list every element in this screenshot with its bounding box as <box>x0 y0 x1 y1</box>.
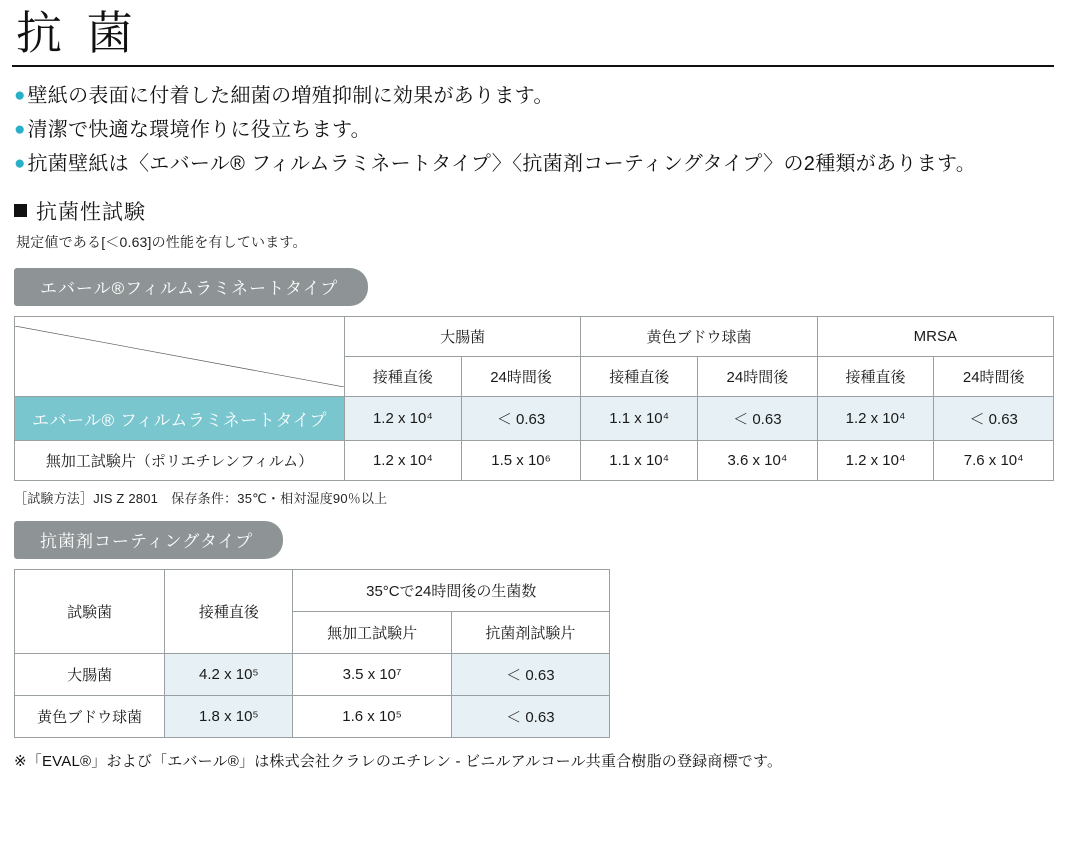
table-row <box>15 569 610 611</box>
list-item-label: 抗菌壁紙は〈エバール® フィルムラミネートタイプ〉〈抗菌剤コーティングタイプ〉の2種類があります。 <box>27 152 976 175</box>
table-cell: 1.5 x 10⁶ <box>461 440 581 480</box>
column-subheader: 24時間後 <box>461 356 581 396</box>
table1-ribbon-label: エバール®フィルムラミネートタイプ <box>14 268 368 306</box>
table-cell: 1.8 x 10⁵ <box>165 695 293 737</box>
column-subheader: 接種直後 <box>581 356 698 396</box>
table1-footnote: ［試験方法］JIS Z 2801 保存条件：35℃・相対湿度90％以上 <box>14 490 388 506</box>
list-item <box>14 115 1054 146</box>
column-header: 接種直後 <box>165 569 293 653</box>
table-cell: 3.5 x 10⁷ <box>293 653 451 695</box>
table-cell: 1.1 x 10⁴ <box>581 396 698 440</box>
table-cell: 7.6 x 10⁴ <box>934 440 1054 480</box>
section-heading-label: 抗菌性試験 <box>36 200 146 224</box>
table-row <box>15 653 610 695</box>
table-row <box>15 396 1054 440</box>
column-subheader: 抗菌剤試験片 <box>451 611 609 653</box>
column-subheader: 24時間後 <box>934 356 1054 396</box>
table2-ribbon-label: 抗菌剤コーティングタイプ <box>14 521 283 559</box>
table-cell: ＜ 0.63 <box>461 396 581 440</box>
row-label: 黄色ブドウ球菌 <box>15 695 165 737</box>
diagonal-header-cell <box>15 316 345 396</box>
table-cell: 1.2 x 10⁴ <box>817 440 934 480</box>
table-row <box>15 695 610 737</box>
table-cell: ＜ 0.63 <box>698 396 818 440</box>
antibacterial-film-table <box>14 316 1054 481</box>
trademark-note: ※「EVAL®」および「エバール®」は株式会社クラレのエチレン - ビニルアルコール共重合樹脂の登録商標です。 <box>14 752 783 770</box>
page-title: 抗 菌 <box>16 7 139 59</box>
section-note: 規定値である[＜0.63]の性能を有しています。 <box>16 233 307 250</box>
title-divider <box>12 65 1054 67</box>
square-bullet-icon <box>14 204 27 217</box>
list-item <box>14 81 1054 112</box>
table-cell: 3.6 x 10⁴ <box>698 440 818 480</box>
column-subheader: 24時間後 <box>698 356 818 396</box>
row-label: 無加工試験片（ポリエチレンフィルム） <box>15 440 345 480</box>
table-cell: 1.2 x 10⁴ <box>345 440 462 480</box>
antibacterial-coating-table <box>14 569 610 738</box>
row-label: 大腸菌 <box>15 653 165 695</box>
table-row <box>15 440 1054 480</box>
table-cell: 1.1 x 10⁴ <box>581 440 698 480</box>
table-cell: 1.2 x 10⁴ <box>817 396 934 440</box>
column-group-header: MRSA <box>817 316 1053 356</box>
list-item-label: 清潔で快適な環境作りに役立ちます。 <box>27 118 371 141</box>
bullet-dot-icon: ● <box>14 84 26 106</box>
table-cell: 1.2 x 10⁴ <box>345 396 462 440</box>
column-group-header: 35°Cで24時間後の生菌数 <box>293 569 610 611</box>
column-group-header: 大腸菌 <box>345 316 581 356</box>
bullet-list <box>14 81 1054 180</box>
table-cell: 1.6 x 10⁵ <box>293 695 451 737</box>
table-cell: ＜ 0.63 <box>451 653 609 695</box>
table-cell: ＜ 0.63 <box>451 695 609 737</box>
section-heading <box>14 196 1054 226</box>
table-cell: ＜ 0.63 <box>934 396 1054 440</box>
list-item <box>14 149 1054 180</box>
list-item-label: 壁紙の表面に付着した細菌の増殖抑制に効果があります。 <box>27 84 554 107</box>
bullet-dot-icon: ● <box>14 152 26 174</box>
bullet-dot-icon: ● <box>14 118 26 140</box>
row-label: エバール® フィルムラミネートタイプ <box>15 396 345 440</box>
column-subheader: 接種直後 <box>817 356 934 396</box>
column-subheader: 無加工試験片 <box>293 611 451 653</box>
table-row <box>15 316 1054 356</box>
column-group-header: 黄色ブドウ球菌 <box>581 316 817 356</box>
column-header: 試験菌 <box>15 569 165 653</box>
column-subheader: 接種直後 <box>345 356 462 396</box>
table-cell: 4.2 x 10⁵ <box>165 653 293 695</box>
